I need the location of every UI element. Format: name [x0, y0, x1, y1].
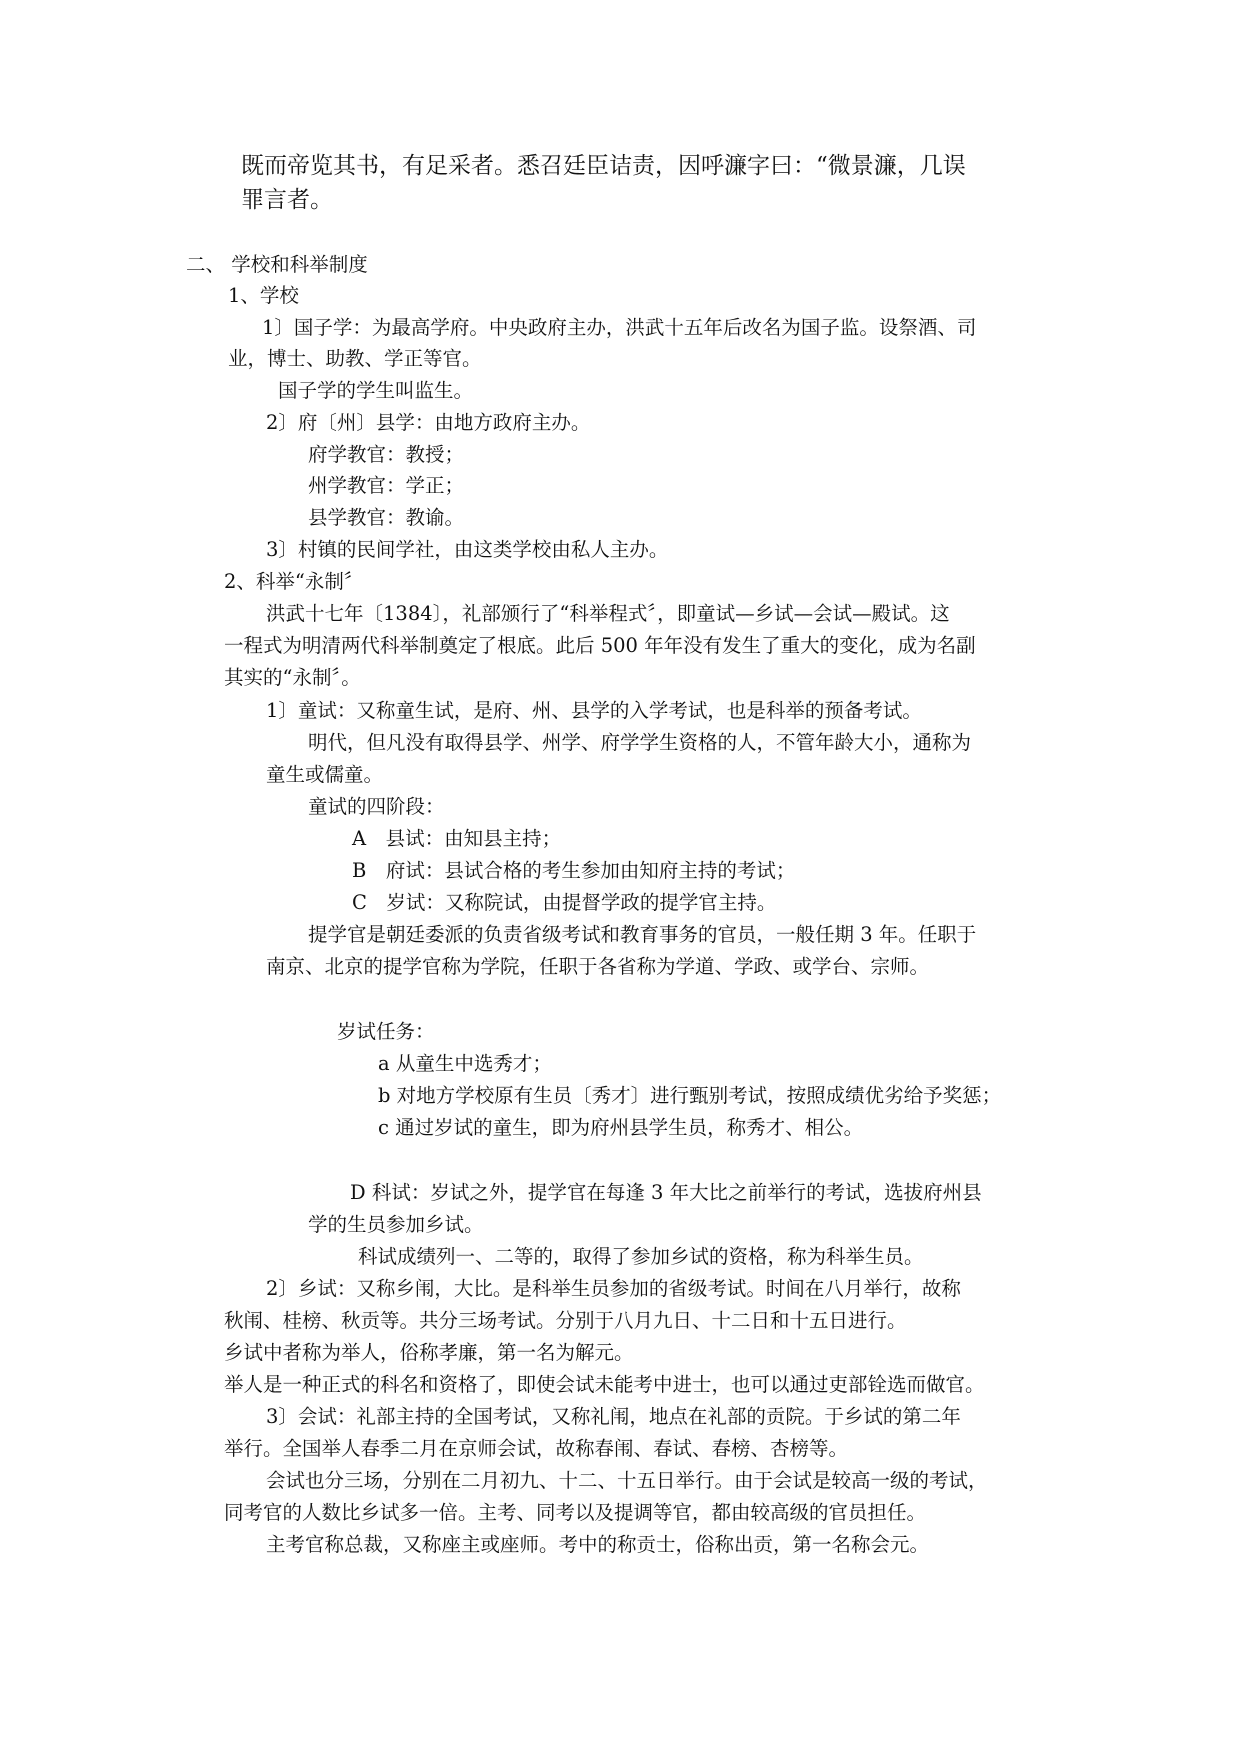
xiangshi-line-3: 乡试中者称为举人，俗称孝廉，第一名为解元。: [224, 1341, 634, 1364]
huishi-line-1: 3〕会试：礼部主持的全国考试，又称礼闱，地点在礼部的贡院。于乡试的第二年: [266, 1405, 961, 1428]
guozixue-line-1: 1〕国子学：为最高学府。中央政府主办，洪武十五年后改名为国子监。设祭酒、司: [262, 316, 977, 339]
xiangshi-line-1: 2〕乡试：又称乡闱，大比。是科举生员参加的省级考试。时间在八月举行，故称: [266, 1277, 961, 1300]
tongshi-definition: 1〕童试：又称童生试，是府、州、县学的入学考试，也是科举的预备考试。: [266, 699, 922, 722]
xianxue-official: 县学教官：教谕。: [308, 506, 465, 529]
tongshi-para-line-1: 明代，但凡没有取得县学、州学、府学学生资格的人，不管年龄大小，通称为: [308, 731, 972, 754]
xiangshi-line-2: 秋闱、桂榜、秋贡等。共分三场考试。分别于八月九日、十二日和十五日进行。: [224, 1309, 907, 1332]
suishi-task-a: a 从童生中选秀才；: [378, 1052, 552, 1075]
intro-line-1: 既而帝览其书，有足采者。悉召廷臣诘责，因呼濂字曰：“微景濂，几误: [241, 153, 966, 179]
exam-intro-line-1: 洪武十七年〔1384〕，礼部颁行了“科举程式〞，即童试—乡试—会试—殿试。这: [266, 602, 950, 625]
exam-heading: 2、科举“永制〞: [224, 570, 364, 593]
keshi-line-1: D 科试：岁试之外，提学官在每逢 3 年大比之前举行的考试，选拔府州县: [350, 1181, 982, 1204]
keshi-note: 科试成绩列一、二等的，取得了参加乡试的资格，称为科举生员。: [358, 1245, 924, 1268]
keshi-line-2: 学的生员参加乡试。: [308, 1213, 484, 1236]
tixueguan-line-1: 提学官是朝廷委派的负责省级考试和教育事务的官员，一般任期 3 年。任职于: [308, 923, 977, 946]
schools-heading: 1、学校: [228, 284, 299, 307]
suishi-task-b: b 对地方学校原有生员〔秀才〕进行甄别考试，按照成绩优劣给予奖惩；: [378, 1084, 1002, 1107]
zhouxue-official: 州学教官：学正；: [308, 474, 465, 497]
stage-b-fushi: B 府试：县试合格的考生参加由知府主持的考试；: [352, 859, 796, 882]
village-schools: 3〕村镇的民间学社，由这类学校由私人主办。: [266, 538, 669, 561]
huishi-line-2: 举行。全国举人春季二月在京师会试，故称春闱、春试、春榜、杏榜等。: [224, 1437, 849, 1460]
fuzhouxian-xue: 2〕府〔州〕县学：由地方政府主办。: [266, 411, 591, 434]
tongshi-stages-heading: 童试的四阶段：: [308, 795, 445, 818]
exam-intro-line-3: 其实的“永制〞。: [224, 666, 361, 689]
tongshi-para-line-2: 童生或儒童。: [266, 763, 384, 786]
xiangshi-line-4: 举人是一种正式的科名和资格了，即使会试未能考中进士，也可以通过吏部铨选而做官。: [224, 1373, 985, 1396]
stage-a-xianshi: A 县试：由知县主持；: [352, 827, 562, 850]
huishi-para-line-2: 同考官的人数比乡试多一倍。主考、同考以及提调等官，都由较高级的官员担任。: [224, 1501, 927, 1524]
fuxue-official: 府学教官：教授；: [308, 443, 465, 466]
tixueguan-line-2: 南京、北京的提学官称为学院，任职于各省称为学道、学政、或学台、宗师。: [266, 955, 930, 978]
exam-intro-line-2: 一程式为明清两代科举制奠定了根底。此后 500 年年没有发生了重大的变化，成为名副: [224, 634, 976, 657]
suishi-task-c: c 通过岁试的童生，即为府州县学生员，称秀才、相公。: [378, 1116, 864, 1139]
huishi-para-line-1: 会试也分三场，分别在二月初九、十二、十五日举行。由于会试是较高一级的考试，: [266, 1469, 988, 1492]
stage-c-suishi: C 岁试：又称院试，由提督学政的提学官主持。: [352, 891, 777, 914]
suishi-tasks-heading: 岁试任务：: [337, 1020, 435, 1043]
guozixue-note: 国子学的学生叫监生。: [278, 379, 474, 402]
huishi-para-line-3: 主考官称总裁，又称座主或座师。考中的称贡士，俗称出贡，第一名称会元。: [266, 1533, 930, 1556]
intro-line-2: 罪言者。: [241, 187, 333, 213]
section-heading-schools-exams: 二、 学校和科举制度: [186, 253, 368, 276]
guozixue-line-2: 业，博士、助教、学正等官。: [228, 347, 482, 370]
